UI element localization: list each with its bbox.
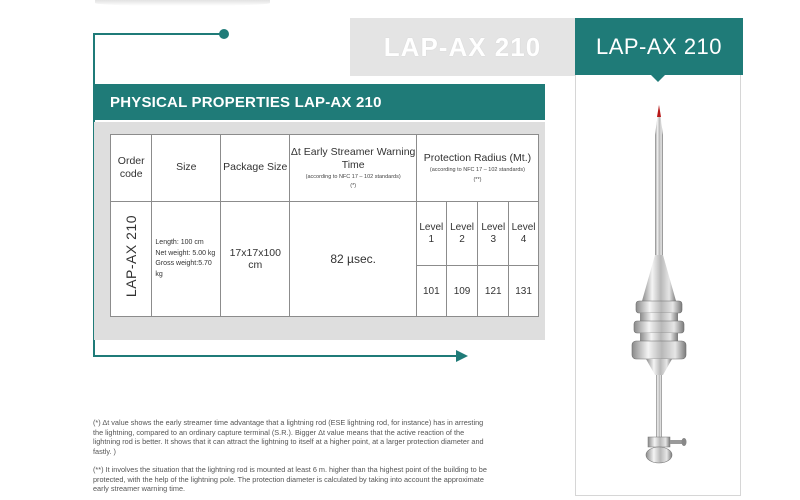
lightning-rod-image	[576, 19, 742, 497]
level-1-label: Level 1	[416, 202, 446, 266]
header-warning-time	[290, 135, 416, 202]
header-protection-radius	[416, 135, 538, 202]
level-2-label: Level 2	[446, 202, 478, 266]
footnote-delta-t: (*) Δt value shows the early streamer time advantage that a lightning rod (ESE lightning rod, for instance) has in arresting the lightning, compared to an ordinary capture terminal (S.R.). Bigger Δt value means that the active reaction of the lightning rod is better. It shows that it can attract the lightning to itself at a higher point, at a larger protection diameter and fastly. )	[93, 418, 484, 457]
level-3-radius: 121	[478, 266, 509, 317]
size-gross-weight: Gross weight:5.70 kg	[155, 260, 212, 278]
product-card	[575, 18, 741, 496]
warning-time-label: Δt Early Streamer Warning Time	[290, 145, 416, 171]
physical-properties-title: PHYSICAL PROPERTIES LAP-AX 210	[94, 84, 545, 120]
protection-radius-label: Protection Radius (Mt.)	[423, 152, 532, 165]
level-4-radius: 131	[509, 266, 539, 317]
level-4-label: Level 4	[509, 202, 539, 266]
top-shadow-decoration	[95, 0, 270, 6]
footnote-protection-radius: (**) It involves the situation that the lightning rod is mounted at least 6 m. higher than tha highest point of the building to be protected, with the help of the lightning pole. The protection diameter is calculated by taking into account the approximate early streamer warning time.	[93, 464, 487, 494]
protection-radius-ref: (**)	[473, 176, 482, 183]
cell-order-code	[111, 202, 152, 317]
ghost-product-title: LAP-AX 210	[350, 18, 575, 76]
level-3-label: Level 3	[478, 202, 509, 266]
properties-table	[110, 134, 539, 317]
cell-package-size: 17x17x100 cm	[221, 202, 290, 317]
footnotes	[93, 418, 488, 494]
level-1-radius: 101	[416, 266, 446, 317]
size-length: Length: 100 cm	[155, 239, 204, 246]
warning-time-note: (according to NFC 17 – 102 standards)	[305, 173, 401, 180]
protection-radius-note: (according to NFC 17 – 102 standards)	[429, 167, 525, 174]
header-order-code: Order code	[111, 135, 152, 202]
size-net-weight: Net weight: 5.00 kg	[155, 249, 216, 257]
warning-time-ref: (*)	[350, 183, 357, 190]
connector-line-bottom	[93, 355, 457, 357]
connector-line-top	[93, 33, 221, 35]
level-2-radius: 109	[446, 266, 478, 317]
cell-size	[152, 202, 221, 317]
cell-warning-time: 82 µsec.	[290, 202, 416, 317]
product-card-title: LAP-AX 210	[575, 18, 743, 75]
order-code-value: LAP-AX 210	[123, 215, 140, 298]
connector-arrow-icon	[456, 350, 468, 362]
properties-table-panel	[94, 122, 545, 340]
header-package-size: Package Size	[221, 135, 290, 202]
header-size: Size	[152, 135, 221, 202]
